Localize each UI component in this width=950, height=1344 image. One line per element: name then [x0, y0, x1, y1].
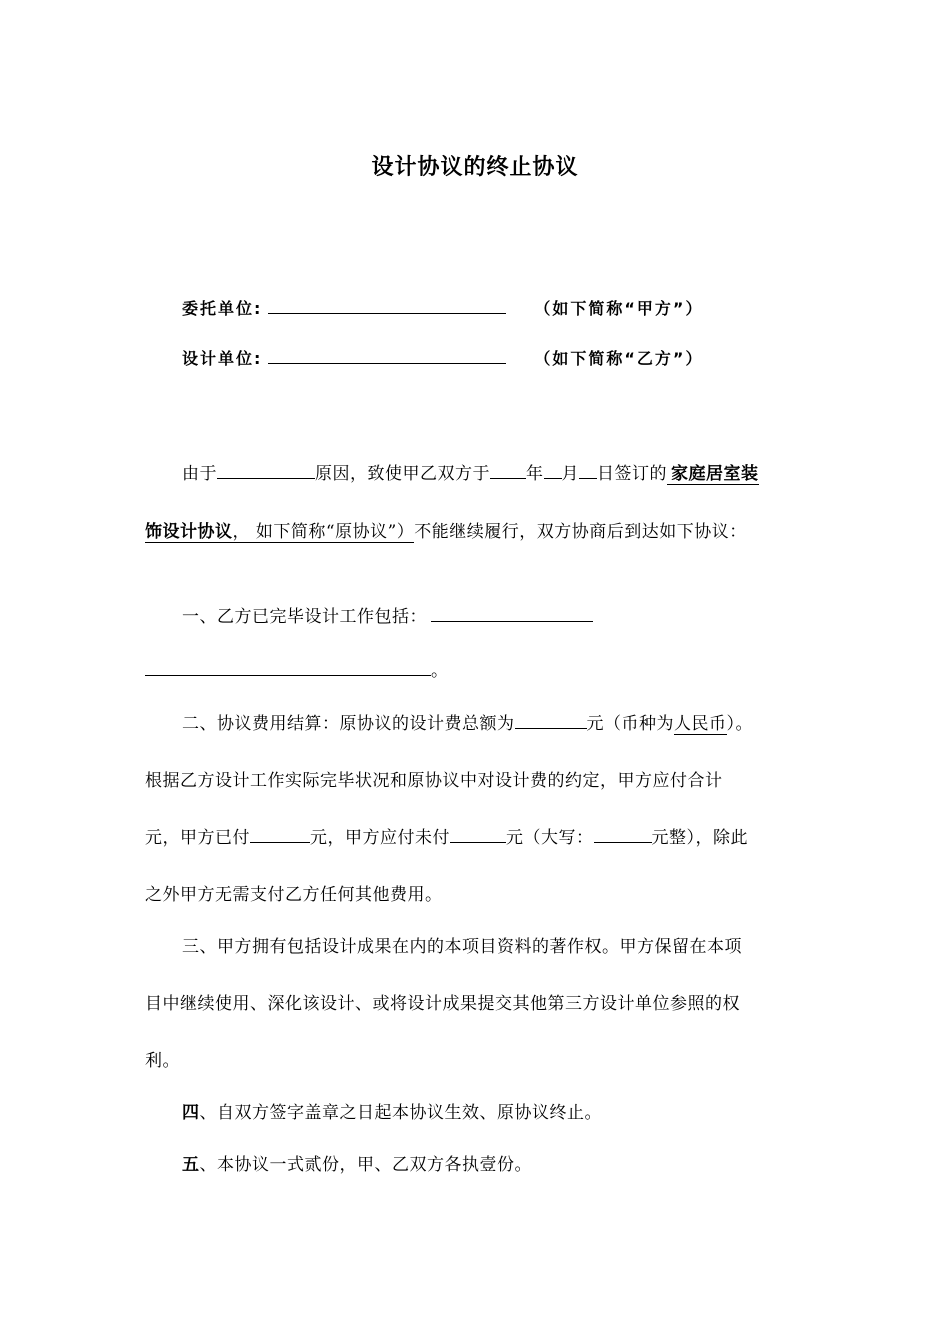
paid-blank — [250, 828, 310, 843]
intro-line-1 — [182, 459, 759, 484]
intro-line-2 — [145, 517, 747, 542]
section-4 — [182, 1098, 602, 1123]
year-blank — [490, 464, 526, 479]
party-a-label: 委托单位: — [182, 299, 263, 318]
agreement-name-part2: 饰设计协议 — [145, 522, 233, 542]
section-2-line-4: 之外甲方无需支付乙方任何其他费用。 — [145, 885, 443, 905]
section-1-end: 。 — [431, 661, 449, 681]
party-b-label: 设计单位: — [182, 349, 263, 368]
section-3-line-2: 目中继续使用、深化该设计、或将设计成果提交其他第三方设计单位参照的权 — [145, 994, 740, 1014]
section-2-text: 元，甲方应付未付 — [310, 828, 450, 848]
section-4-text: 、自双方签字盖章之日起本协议生效、原协议终止。 — [199, 1103, 602, 1123]
party-b-row — [182, 346, 703, 369]
intro-text: 日签订的 — [597, 464, 667, 484]
section-2-text: 元（币种为 — [586, 714, 674, 734]
section-5-text: 、本协议一式贰份，甲、乙双方各执壹份。 — [199, 1155, 532, 1175]
section-2-line-1 — [182, 709, 753, 734]
section-2-text: 元，甲方已付 — [145, 828, 250, 848]
section-1-text: 一、乙方已完毕设计工作包括： — [182, 607, 427, 627]
section-5-number: 五 — [182, 1155, 200, 1175]
section-2-text: 元（大写： — [506, 828, 594, 848]
uppercase-amount-blank — [594, 828, 652, 843]
month-blank — [544, 464, 562, 479]
section-1-line-1 — [182, 602, 593, 627]
section-4-number: 四 — [182, 1103, 200, 1123]
unpaid-blank — [450, 828, 506, 843]
party-a-row — [182, 296, 703, 319]
total-fee-blank — [515, 714, 587, 729]
section-3-line-1: 三、甲方拥有包括设计成果在内的本项目资料的著作权。甲方保留在本项 — [182, 937, 742, 957]
section-1-line-2 — [145, 656, 449, 681]
intro-text: 由于 — [182, 464, 217, 484]
agreement-name-part1: 家庭居室装 — [667, 464, 759, 485]
section-2-text: ）。 — [726, 714, 753, 734]
agreement-alias: ， 如下简称“原协议”） — [232, 522, 415, 542]
party-a-note: （如下简称“甲方”） — [534, 299, 704, 318]
intro-text: 月 — [561, 464, 579, 484]
party-b-blank — [268, 347, 506, 364]
currency-value: 人民币 — [674, 714, 727, 734]
party-a-blank — [268, 297, 506, 314]
section-2-line-2: 根据乙方设计工作实际完毕状况和原协议中对设计费的约定，甲方应付合计 — [145, 771, 723, 791]
section-2-text: 元整），除此 — [651, 828, 748, 848]
section-2-line-3 — [145, 823, 748, 848]
section-3-line-3: 利。 — [145, 1051, 180, 1071]
work-blank-2 — [145, 661, 431, 676]
section-2-text: 二、协议费用结算：原协议的设计费总额为 — [182, 714, 515, 734]
intro-text: 不能继续履行，双方协商后到达如下协议： — [414, 522, 747, 542]
work-blank — [431, 607, 593, 622]
party-b-note: （如下简称“乙方”） — [534, 349, 704, 368]
day-blank — [579, 464, 597, 479]
intro-text: 年 — [526, 464, 544, 484]
intro-text: 原因，致使甲乙双方于 — [315, 464, 490, 484]
reason-blank — [217, 464, 315, 479]
page-title: 设计协议的终止协议 — [371, 155, 579, 180]
section-5 — [182, 1150, 532, 1175]
